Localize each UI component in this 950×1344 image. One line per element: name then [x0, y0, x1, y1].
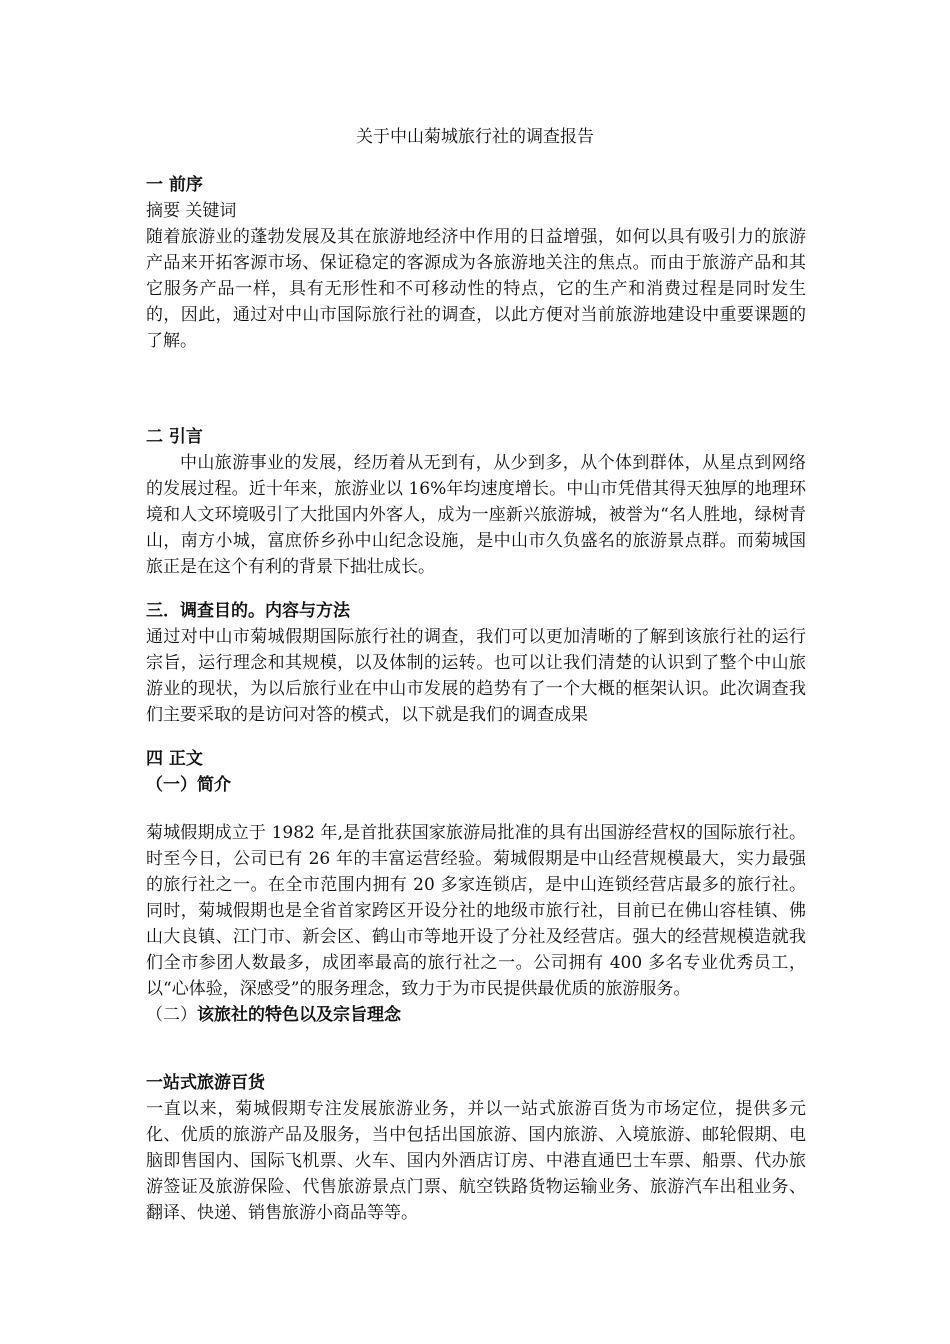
subsection-heading: 一站式旅游百货	[146, 1073, 265, 1093]
paragraph: 中山旅游事业的发展，经历着从无到有，从少到多，从个体到群体，从星点到网络的发展过程。近十年来，旅游业以 16%年均速度增长。中山市凭借其得天独厚的地理环境和人文环境吸引了大批国内外客人，成为一座新兴旅游城，被誉为“名人胜地，绿树青山，南方小城，富庶侨乡孙中山纪念设施，是中山市久负盛名的旅游景点群。而菊城国旅正是在这个有利的背景下拙壮成长。	[146, 453, 806, 577]
section-purpose	[146, 598, 806, 728]
section-one-stop	[146, 1070, 806, 1226]
paragraph: 随着旅游业的蓬勃发展及其在旅游地经济中作用的日益增强，如何以具有吸引力的旅游产品来开拓客源市场、保证稳定的客源成为各旅游地关注的焦点。而由于旅游产品和其它服务产品一样，具有无形性和不可移动性的特点，它的生产和消费过程是同时发生的，因此，通过对中山市国际旅行社的调查，以此方便对当前旅游地建设中重要课题的了解。	[146, 227, 806, 351]
section-preface	[146, 172, 806, 354]
section-body	[146, 746, 806, 798]
section-heading: 三．调查目的。内容与方法	[146, 601, 350, 621]
subsection-heading: （一）简介	[146, 775, 231, 795]
section-introduction	[146, 424, 806, 580]
paragraph: 一直以来，菊城假期专注发展旅游业务，并以一站式旅游百货为市场定位，提供多元化、优质的旅游产品及服务，当中包括出国旅游、国内旅游、入境旅游、邮轮假期、电脑即售国内、国际飞机票、火车、国内外酒店订房、中港直通巴士车票、船票、代办旅游签证及旅游保险、代售旅游景点门票、航空铁路货物运输业务、旅游汽车出租业务、翻译、快递、销售旅游小商品等等。	[146, 1099, 806, 1223]
subsection-prefix: （二）	[146, 1005, 197, 1025]
document-title: 关于中山菊城旅行社的调查报告	[356, 127, 594, 147]
section-body-intro	[146, 820, 806, 1028]
keywords-line: 摘要 关键词	[146, 201, 237, 221]
section-heading: 一 前序	[146, 175, 203, 195]
paragraph: 菊城假期成立于 1982 年,是首批获国家旅游局批准的具有出国游经营权的国际旅行社。时至今日，公司已有 26 年的丰富运营经验。菊城假期是中山经营规模最大，实力最强的旅行社之一。在全市范围内拥有 20 多家连锁店，是中山连锁经营店最多的旅行社。同时，菊城假期也是全省首家跨区开设分社的地级市旅行社，目前已在佛山容桂镇、佛山大良镇、江门市、新会区、鹤山市等地开设了分社及经营店。强大的经营规模造就我们全市参团人数最多，成团率最高的旅行社之一。公司拥有 400 多名专业优秀员工，以“心体验，深感受”的服务理念，致力于为市民提供最优质的旅游服务。	[146, 823, 806, 999]
section-heading: 二 引言	[146, 427, 203, 447]
paragraph: 通过对中山市菊城假期国际旅行社的调查，我们可以更加清晰的了解到该旅行社的运行宗旨，运行理念和其规模，以及体制的运转。也可以让我们清楚的认识到了整个中山旅游业的现状，为以后旅行业在中山市发展的趋势有了一个大概的框架认识。此次调查我们主要采取的是访问对答的模式，以下就是我们的调查成果	[146, 627, 806, 725]
section-heading: 四 正文	[146, 749, 203, 769]
subsection-title: 该旅社的特色以及宗旨理念	[197, 1005, 401, 1025]
subsection-heading	[146, 1002, 806, 1028]
